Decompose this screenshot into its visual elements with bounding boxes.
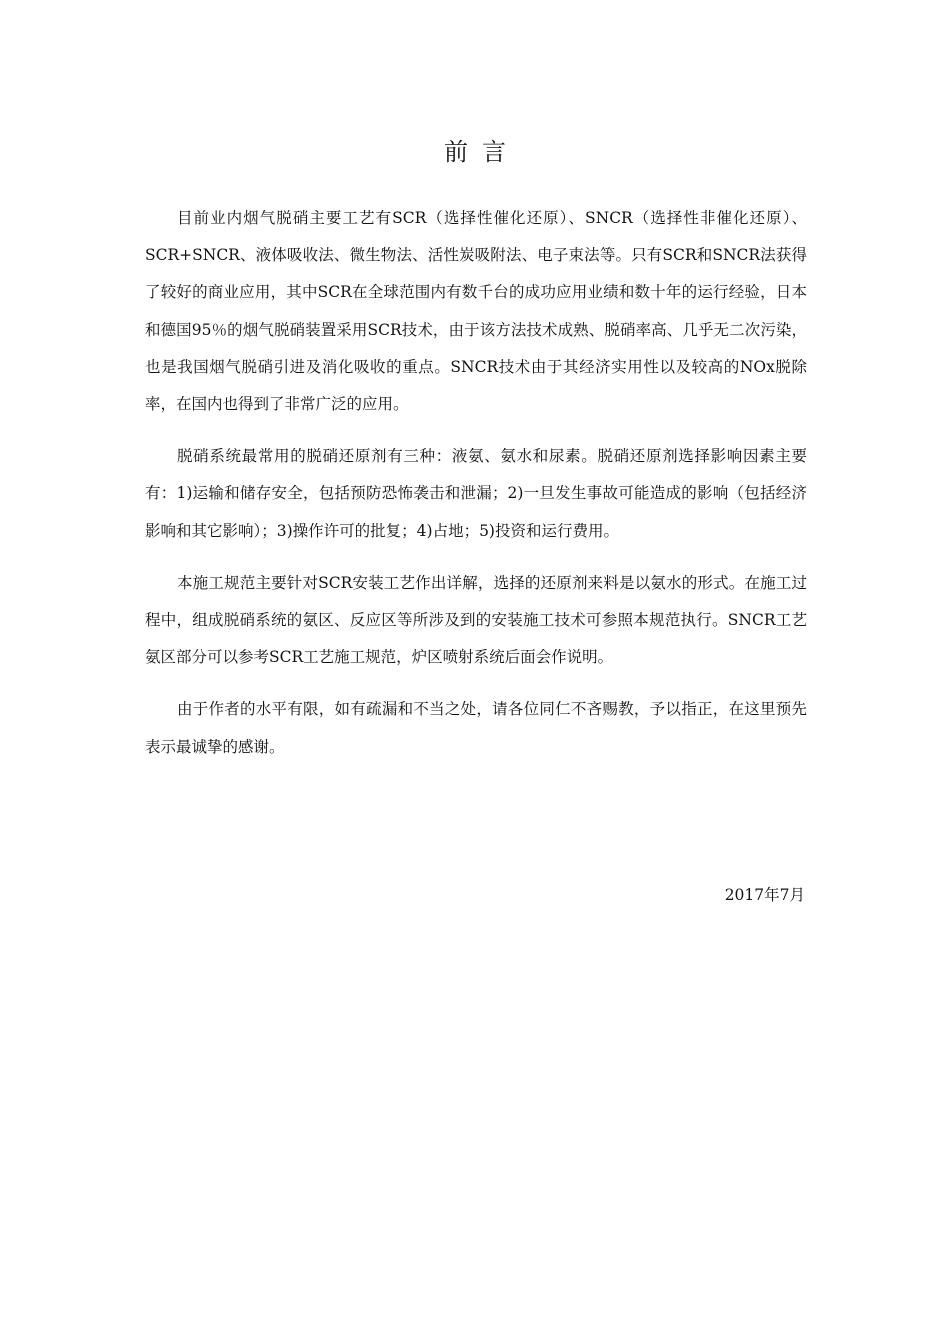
paragraph-4: 由于作者的水平有限，如有疏漏和不当之处，请各位同仁不吝赐教，予以指正，在这里预先表示最诚挚的感谢。 xyxy=(145,700,807,756)
paragraph-2: 脱硝系统最常用的脱硝还原剂有三种：液氨、氨水和尿素。脱硝还原剂选择影响因素主要有：1)运输和储存安全，包括预防恐怖袭击和泄漏；2)一旦发生事故可能造成的影响（包括经济影响和其它影响）；3)操作许可的批复；4)占地；5)投资和运行费用。 xyxy=(145,447,807,540)
document-date: 2017年7月 xyxy=(724,886,805,904)
paragraph-1: 目前业内烟气脱硝主要工艺有SCR（选择性催化还原）、SNCR（选择性非催化还原）、SCR+SNCR、液体吸收法、微生物法、活性炭吸附法、电子束法等。只有SCR和SNCR法获得了较好的商业应用，其中SCR在全球范围内有数千台的成功应用业绩和数十年的运行经验，日本和德国95％的烟气脱硝装置采用SCR技术，由于该方法技术成熟、脱硝率高、几乎无二次污染，也是我国烟气脱硝引进及消化吸收的重点。SNCR技术由于其经济实用性以及较高的NOx脱除率，在国内也得到了非常广泛的应用。 xyxy=(145,209,807,414)
document-body xyxy=(145,200,807,781)
document-title: 前言 xyxy=(444,138,520,166)
paragraph-3: 本施工规范主要针对SCR安装工艺作出详解，选择的还原剂来料是以氨水的形式。在施工过程中，组成脱硝系统的氨区、反应区等所涉及到的安装施工技术可参照本规范执行。SNCR工艺氨区部分可以参考SCR工艺施工规范，炉区喷射系统后面会作说明。 xyxy=(145,573,807,667)
